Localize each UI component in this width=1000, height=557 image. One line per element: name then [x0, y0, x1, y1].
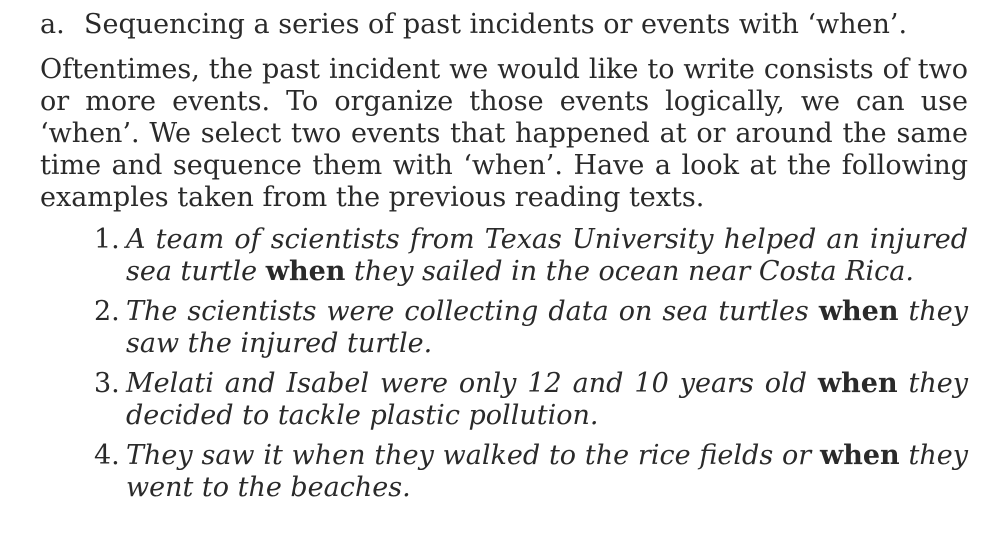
- example-list: [40, 224, 968, 504]
- list-item: [40, 296, 968, 360]
- list-item: [40, 224, 968, 288]
- section-marker: a.: [40, 9, 65, 40]
- list-item-number: 3.: [94, 368, 120, 399]
- section-heading: [40, 8, 968, 42]
- list-item-text: A team of scientists from Texas University helped an injured sea turtle when they sailed in the ocean near Costa Rica.: [126, 224, 968, 287]
- list-item-text: The scientists were collecting data on sea turtles when they saw the injured turtle.: [126, 296, 968, 359]
- keyword-when: when: [820, 440, 900, 471]
- list-item-text: Melati and Isabel were only 12 and 10 years old when they decided to tackle plastic pollution.: [126, 368, 968, 431]
- list-item: [40, 440, 968, 504]
- keyword-when: when: [818, 296, 899, 327]
- keyword-when: when: [817, 368, 898, 399]
- document-page: [40, 8, 968, 512]
- list-item: [40, 368, 968, 432]
- section-title: Sequencing a series of past incidents or events with ‘when’.: [84, 9, 908, 40]
- list-item-text: They saw it when they walked to the rice fields or when they went to the beaches.: [126, 440, 968, 503]
- keyword-when: when: [265, 256, 346, 287]
- list-item-number: 2.: [94, 296, 120, 327]
- list-item-number: 1.: [94, 224, 120, 255]
- intro-paragraph: Oftentimes, the past incident we would like to write consists of two or more events. To organize those events logically, we can use ‘when’. We select two events that happened at or around the same time and sequence them with ‘when’. Have a look at the following examples taken from the previous reading texts.: [40, 54, 968, 213]
- list-item-number: 4.: [94, 440, 120, 471]
